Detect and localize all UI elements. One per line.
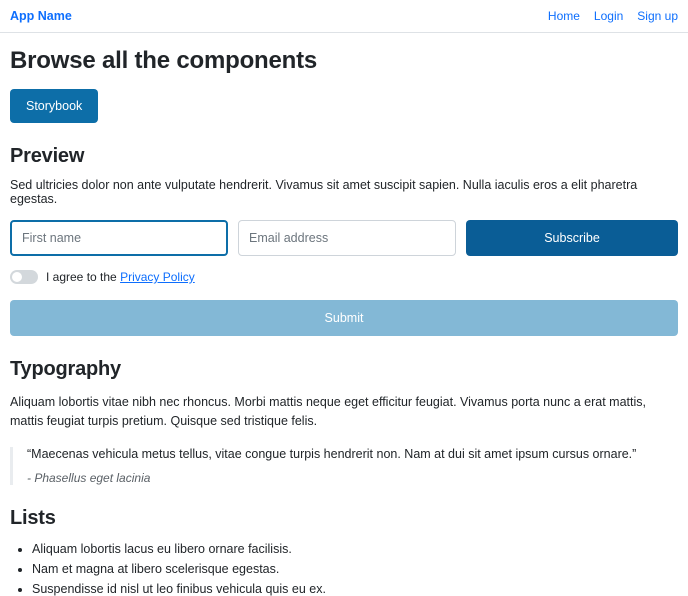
email-input[interactable] <box>238 220 456 256</box>
agree-toggle-switch[interactable] <box>10 270 38 284</box>
main-content <box>0 47 688 596</box>
agree-row <box>10 270 678 284</box>
nav-link-login[interactable]: Login <box>593 9 624 23</box>
blockquote <box>10 447 678 485</box>
lists-heading: Lists <box>10 506 56 529</box>
preview-heading: Preview <box>10 145 85 167</box>
navbar <box>0 0 688 33</box>
navbar-brand[interactable]: App Name <box>10 9 72 23</box>
nav-link-home[interactable]: Home <box>547 9 580 23</box>
list-item: • Nam et magna at libero scelerisque egestas. <box>32 562 678 576</box>
typography-paragraph: Aliquam lobortis vitae nibh nec rhoncus. Morbi mattis neque eget efficitur feugiat. Vivamus porta nunc a erat mattis, mattis feugiat turpis pretium. Quisque sed tristique felis. <box>10 395 646 428</box>
list-item: • Aliquam lobortis lacus eu libero ornare facilisis. <box>32 542 678 556</box>
submit-button[interactable]: Submit <box>10 300 678 336</box>
blockquote-text: “Maecenas vehicula metus tellus, vitae congue turpis hendrerit non. Nam at dui sit amet ipsum cursus ornare.” <box>27 446 637 461</box>
typography-heading: Typography <box>10 358 121 380</box>
list-item: • Suspendisse id nisl ut leo finibus vehicula quis eu ex. <box>32 582 678 596</box>
storybook-button[interactable]: Storybook <box>10 89 98 123</box>
subscribe-form <box>10 220 678 256</box>
agree-label <box>46 270 195 284</box>
unordered-list <box>10 542 678 596</box>
first-name-input[interactable] <box>10 220 228 256</box>
agree-label-text: I agree to the <box>46 270 121 284</box>
blockquote-attribution: - Phasellus eget lacinia <box>27 470 151 485</box>
page-title: Browse all the components <box>10 47 318 74</box>
toggle-knob <box>12 272 22 282</box>
nav-link-signup[interactable]: Sign up <box>637 9 678 23</box>
subscribe-button[interactable]: Subscribe <box>466 220 678 256</box>
privacy-policy-link[interactable]: Privacy Policy <box>120 270 195 284</box>
navbar-links <box>548 9 678 23</box>
preview-lead-text: Sed ultricies dolor non ante vulputate hendrerit. Vivamus sit amet suscipit sapien. Nulla iaculis eros a elit pharetra egestas. <box>10 178 638 206</box>
